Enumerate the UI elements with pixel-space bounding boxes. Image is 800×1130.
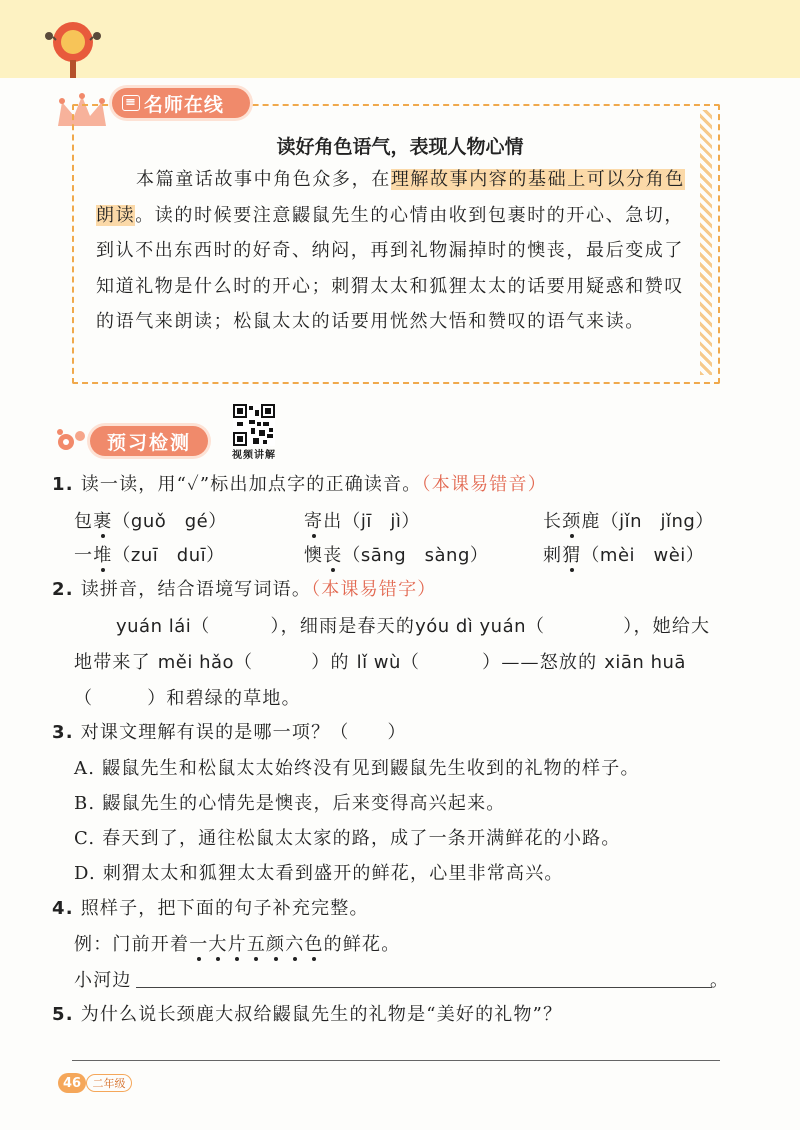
q3-stem: 3. 对课文理解有误的是哪一项？（ ） [52,722,407,743]
q3-option-b[interactable]: B. 鼹鼠先生的心情先是懊丧，后来变得高兴起来。 [74,793,506,814]
q1-item-3[interactable]: 长颈鹿（jǐn jǐng） [543,511,714,532]
q1-stem: 1. 读一读，用“✓”标出加点字的正确读音。（本课易错音） [52,474,547,495]
q3-option-d[interactable]: D. 刺猬太太和狐狸太太看到盛开的鲜花，心里非常高兴。 [74,863,564,884]
header-band [0,0,800,78]
qr-code-icon[interactable] [233,404,275,446]
rattle-drum-icon [44,18,102,78]
qr-label: 视频讲解 [232,450,276,461]
q2-line-3: （ ）和碧绿的草地。 [74,688,301,709]
tip-title: 读好角色语气，表现人物心情 [276,136,524,158]
grade-badge: 二年级 [86,1074,132,1092]
q1-item-4[interactable]: 一堆（zuī duī） [74,545,225,566]
q1-note: （本课易错音） [421,474,547,495]
q4-answer-line[interactable] [136,987,712,988]
q3-option-a[interactable]: A. 鼹鼠先生和松鼠太太始终没有见到鼹鼠先生收到的礼物的样子。 [74,758,640,779]
q1-item-2[interactable]: 寄出（jī jì） [304,511,420,532]
page-number: 46 [58,1073,86,1093]
tip-badge [112,88,250,118]
q2-line-1: yuán lái（ ），细雨是春天的yóu dì yuán（ ），她给大 [116,616,711,637]
q3-option-c[interactable]: C. 春天到了，通往松鼠太太家的路，成了一条开满鲜花的小路。 [74,828,621,849]
q4-lead: 小河边 [74,970,132,991]
q1-item-1[interactable]: 包裹（guǒ gé） [74,511,227,532]
q1-item-5[interactable]: 懊丧（sāng sàng） [304,545,489,566]
q2-line-2: 地带来了 měi hǎo（ ）的 lǐ wù（ ）——怒放的 xiān huā [74,652,686,673]
tip-paragraph: 本篇童话故事中角色众多，在理解故事内容的基础上可以分角色朗读。读的时候要注意鼹鼠先生的心情由收到包裹时的开心、急切，到认不出东西时的好奇、纳闷，再到礼物漏掉时的懊丧，最后变成了知道礼物是什么时的开心；刺猬太太和狐狸太太的话要用疑惑和赞叹的语气来朗读；松鼠太太的话要用恍然大悟和赞叹的语气来读。 [96,169,685,332]
tip-badge-label: 名师在线 [143,93,224,116]
q1-item-6[interactable]: 刺猬（mèi wèi） [543,545,705,566]
highlight-2: 角色朗读 [96,169,685,226]
q4-example: 例：门前开着一大片五颜六色的鲜花。 [74,934,401,955]
q2-stem: 2. 读拼音，结合语境写词语。（本课易错字） [52,579,437,600]
highlight-1: 理解故事内容的基础上可以分 [390,169,646,190]
q4-stem: 4. 照样子，把下面的句子补充完整。 [52,898,369,919]
q5-stem: 5. 为什么说长颈鹿大叔给鼹鼠先生的礼物是“美好的礼物”？ [52,1004,563,1025]
book-icon: ≡ [122,95,140,111]
q2-note: （本课易错字） [311,579,437,600]
q4-end: 。 [710,970,730,991]
q5-answer-line[interactable] [72,1060,720,1061]
section-badge: 预习检测 [90,426,208,456]
